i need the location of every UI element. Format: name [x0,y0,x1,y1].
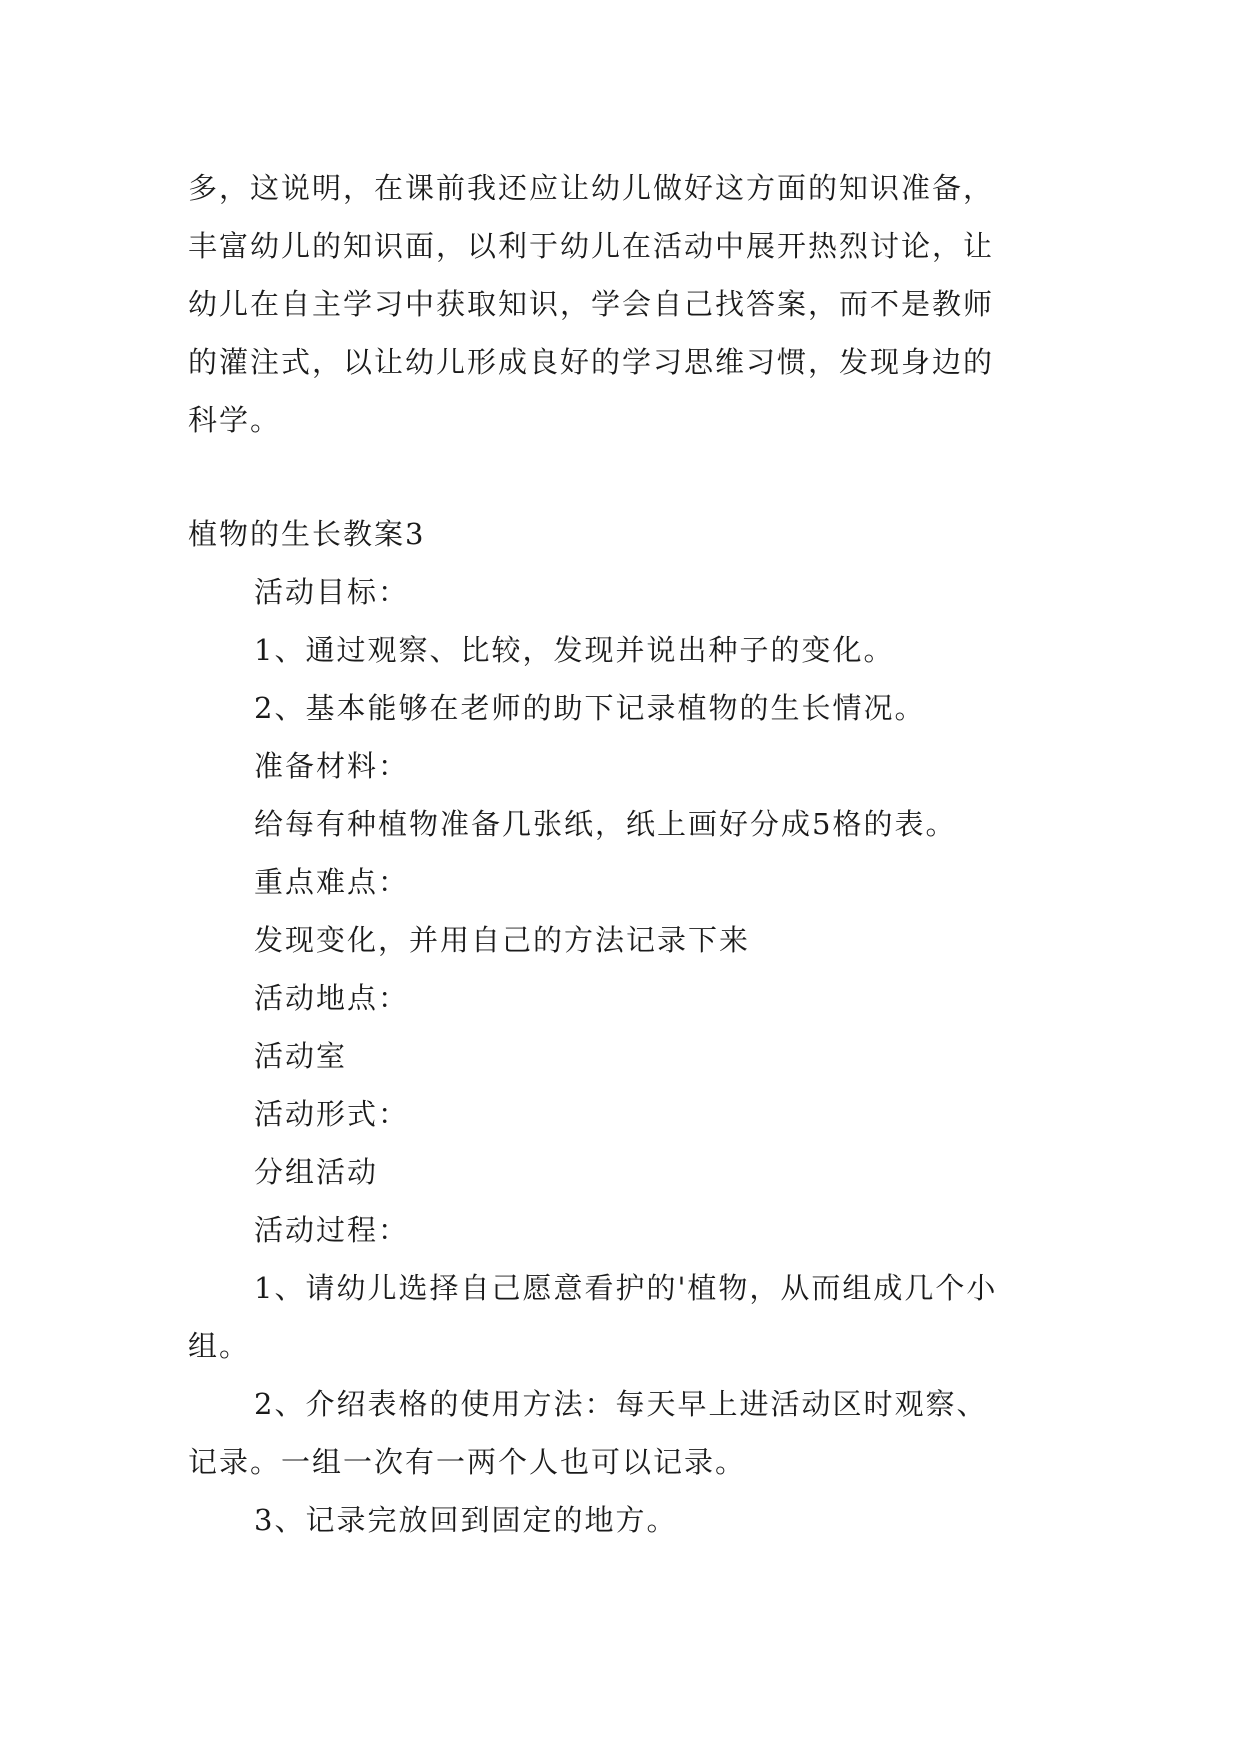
activity-goal-item: 2、基本能够在老师的助下记录植物的生长情况。 [254,691,926,725]
materials-heading: 准备材料： [254,749,410,783]
form-content: 分组活动 [254,1155,379,1189]
materials-content: 给每有种植物准备几张纸，纸上画好分成5格的表。 [254,807,957,841]
process-step: 3、记录完放回到固定的地方。 [254,1503,678,1537]
paragraph-line: 丰富幼儿的知识面，以利于幼儿在活动中展开热烈讨论，让 [188,229,995,263]
process-step: 组。 [188,1329,251,1363]
process-step: 记录。一组一次有一两个人也可以记录。 [188,1445,747,1479]
form-heading: 活动形式： [254,1097,410,1131]
activity-goal-item: 1、通过观察、比较，发现并说出种子的变化。 [254,633,895,667]
process-step: 1、请幼儿选择自己愿意看护的'植物，从而组成几个小 [254,1271,998,1305]
activity-goal-heading: 活动目标： [254,575,410,609]
paragraph-line: 的灌注式，以让幼儿形成良好的学习思维习惯，发现身边的 [188,345,995,379]
paragraph-line: 多，这说明，在课前我还应让幼儿做好这方面的知识准备， [188,171,995,205]
location-content: 活动室 [254,1039,348,1073]
key-points-heading: 重点难点： [254,865,410,899]
section-title: 植物的生长教案3 [188,517,426,551]
paragraph-line: 科学。 [188,403,282,437]
process-step: 2、介绍表格的使用方法：每天早上进活动区时观察、 [254,1387,988,1421]
process-heading: 活动过程： [254,1213,410,1247]
location-heading: 活动地点： [254,981,410,1015]
key-points-content: 发现变化，并用自己的方法记录下来 [254,923,751,957]
paragraph-line: 幼儿在自主学习中获取知识，学会自己找答案，而不是教师 [188,287,995,321]
